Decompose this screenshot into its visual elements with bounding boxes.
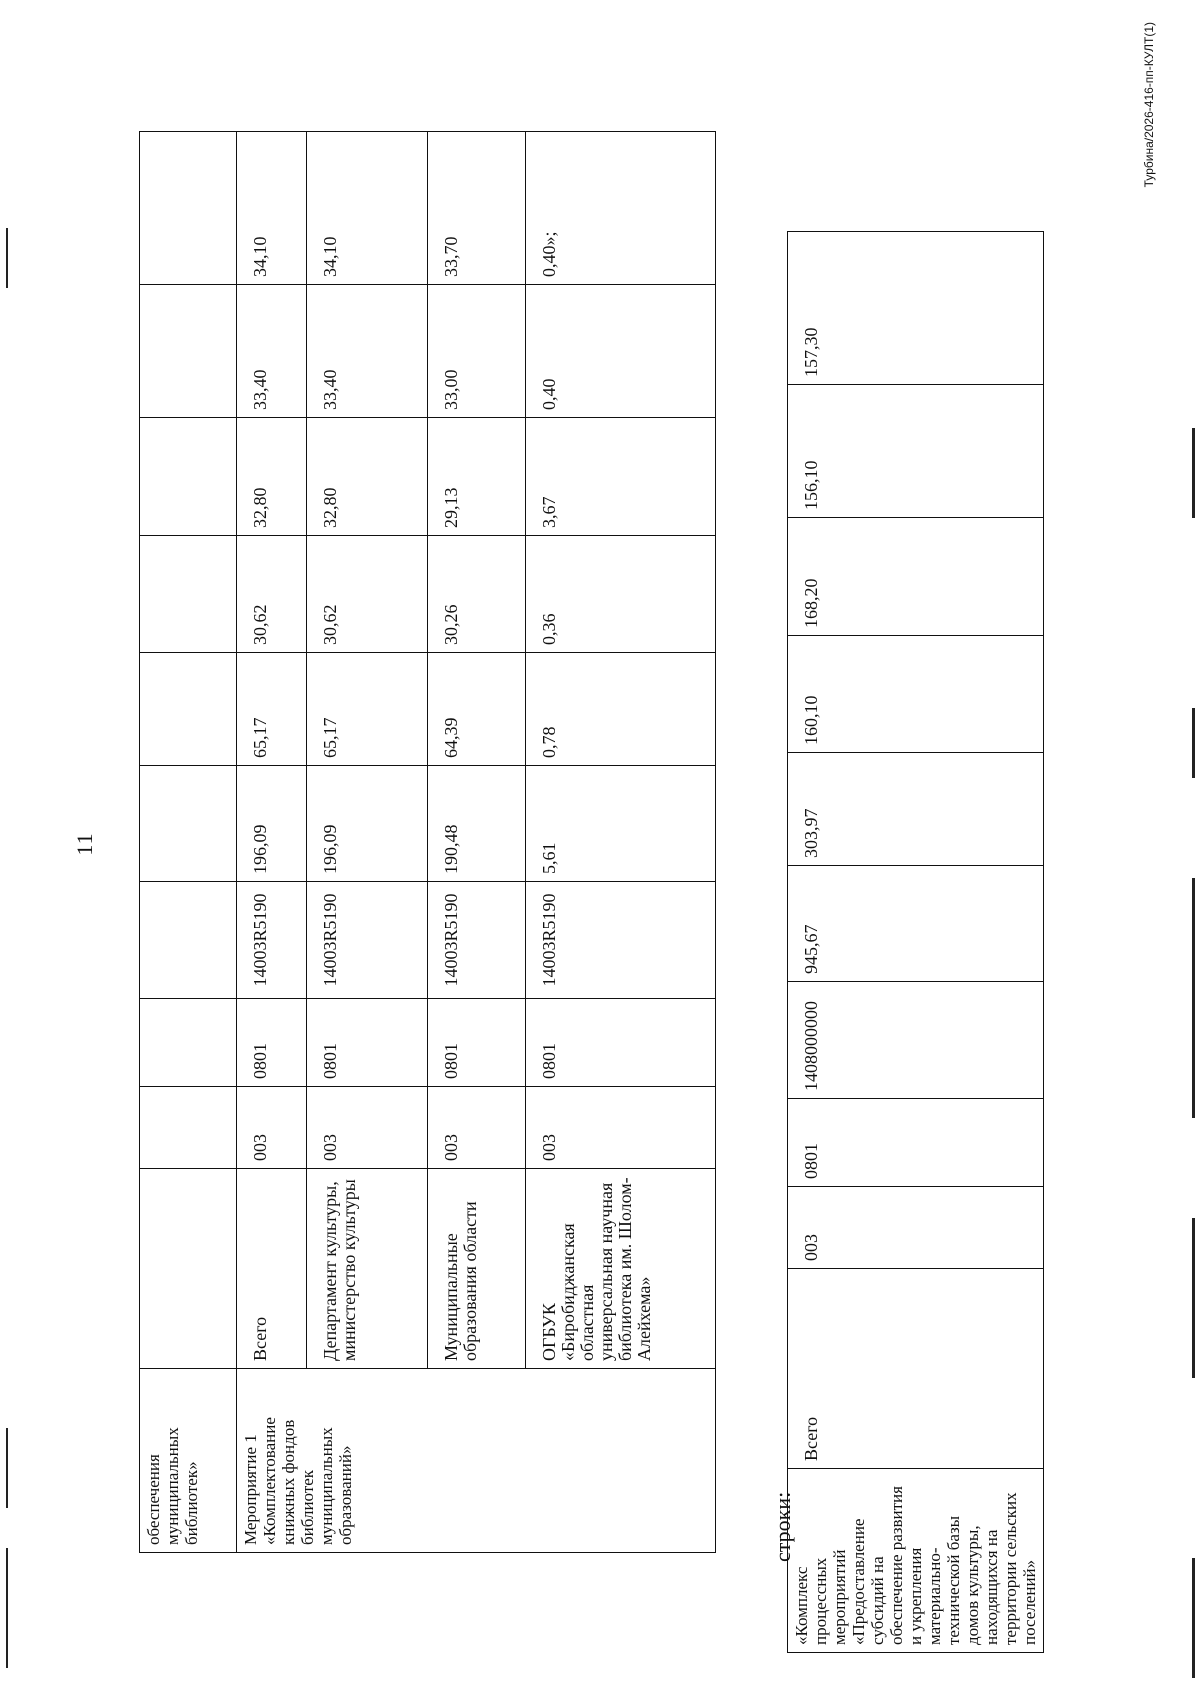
row-value: 33,40 (307, 285, 428, 418)
row-value: 30,26 (428, 536, 526, 653)
row-value: 156,10 (788, 385, 1044, 518)
row-value: 3,67 (526, 418, 716, 536)
row-value: 0,40 (526, 285, 716, 418)
budget-table-second (787, 231, 1044, 1653)
scan-edge-bottom (6, 200, 8, 1668)
row-value (140, 653, 237, 766)
row-name: Мероприятие 1 «Комплектование книжных фондов библиотек муниципальных образований» (237, 1369, 716, 1553)
row-value: 29,13 (428, 418, 526, 536)
row-value: 65,17 (307, 653, 428, 766)
row-section (140, 999, 237, 1087)
row-grbs (140, 1087, 237, 1169)
row-value: 32,80 (237, 418, 307, 536)
row-value: 196,09 (237, 766, 307, 882)
row-executor: Всего (788, 1269, 1044, 1469)
row-executor: Всего (237, 1169, 307, 1369)
row-target: 1408000000 (788, 982, 1044, 1099)
row-name: обеспечения муниципальных библиотек» (140, 1369, 237, 1553)
row-section: 0801 (237, 999, 307, 1087)
table-row (307, 132, 428, 1553)
row-value: 190,48 (428, 766, 526, 882)
row-value: 33,00 (428, 285, 526, 418)
row-value: 196,09 (307, 766, 428, 882)
row-value: 33,70 (428, 132, 526, 285)
row-section: 0801 (788, 1099, 1044, 1187)
row-value (140, 132, 237, 285)
row-value (140, 536, 237, 653)
row-target (140, 882, 237, 999)
row-value: 945,67 (788, 866, 1044, 982)
table-row (526, 132, 716, 1553)
row-value: 160,10 (788, 636, 1044, 753)
row-value: 34,10 (237, 132, 307, 285)
row-value: 65,17 (237, 653, 307, 766)
row-executor: Муниципальные образования области (428, 1169, 526, 1369)
table-row (428, 132, 526, 1553)
row-grbs: 003 (237, 1087, 307, 1169)
row-value: 64,39 (428, 653, 526, 766)
row-target: 14003R5190 (307, 882, 428, 999)
document-code: Турбина/2026-416-пп-КУЛТ(1) (1142, 22, 1156, 188)
row-value: 0,36 (526, 536, 716, 653)
row-section: 0801 (428, 999, 526, 1087)
row-value: 5,61 (526, 766, 716, 882)
row-value: 33,40 (237, 285, 307, 418)
row-value: 30,62 (307, 536, 428, 653)
row-target: 14003R5190 (526, 882, 716, 999)
table-row (140, 132, 237, 1553)
row-value: 30,62 (237, 536, 307, 653)
row-value: 168,20 (788, 518, 1044, 636)
budget-table-main (139, 131, 716, 1553)
row-value: 32,80 (307, 418, 428, 536)
row-executor (140, 1169, 237, 1369)
row-value: 157,30 (788, 232, 1044, 385)
row-value (140, 285, 237, 418)
table-row (788, 232, 1044, 1653)
scan-edge-top (1192, 30, 1195, 1678)
row-target: 14003R5190 (237, 882, 307, 999)
row-section: 0801 (526, 999, 716, 1087)
page-number: 11 (72, 832, 97, 856)
row-value: 0,40»; (526, 132, 716, 285)
row-grbs: 003 (307, 1087, 428, 1169)
row-value (140, 766, 237, 882)
row-executor: Департамент культуры, министерство культуры (307, 1169, 428, 1369)
row-section: 0801 (307, 999, 428, 1087)
row-value (140, 418, 237, 536)
row-grbs: 003 (526, 1087, 716, 1169)
row-grbs: 003 (788, 1187, 1044, 1269)
row-value: 303,97 (788, 753, 1044, 866)
row-grbs: 003 (428, 1087, 526, 1169)
row-name: «Комплекс процессных мероприятий «Предоставление субсидий на обеспечение развития и укрепления материально-технической базы домов культуры, находящихся на территории сельских поселений» (788, 1469, 1044, 1653)
row-executor: ОГБУК «Биробиджанская областная универсальная научная библиотека им. Шолом-Алейхема» (526, 1169, 716, 1369)
row-value: 34,10 (307, 132, 428, 285)
table-row (237, 132, 307, 1553)
row-target: 14003R5190 (428, 882, 526, 999)
row-value: 0,78 (526, 653, 716, 766)
separator-label: строки: (770, 1491, 795, 1562)
